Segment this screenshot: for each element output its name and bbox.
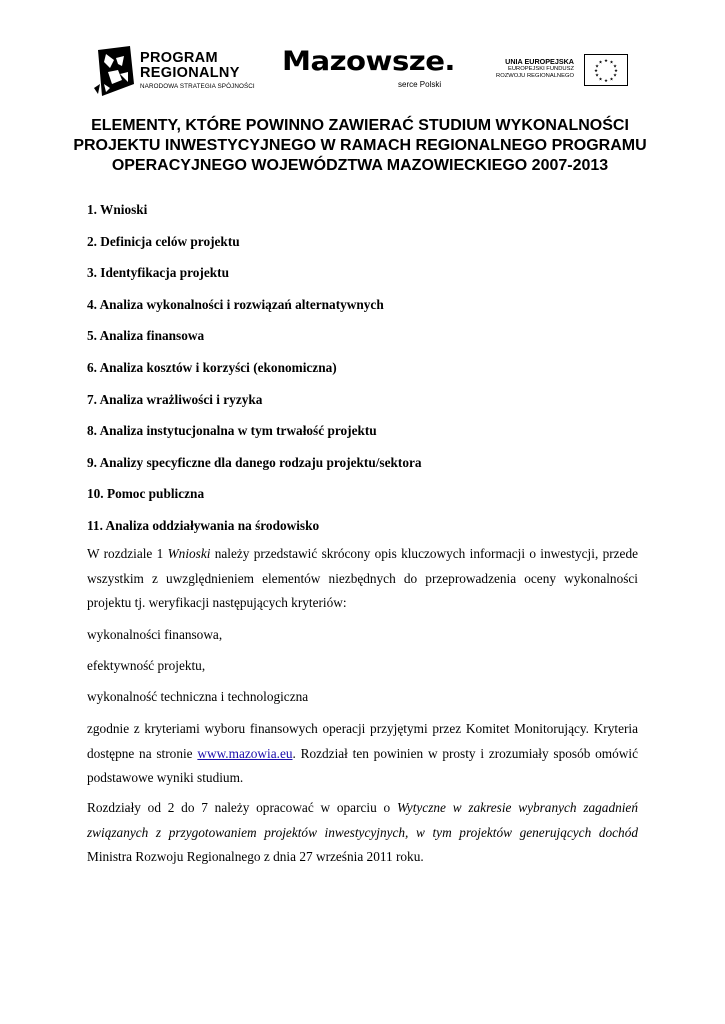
eu-line3: ROZWOJU REGIONALNEGO: [496, 73, 574, 79]
p2-text-end: . Rozdział ten powinien w prosty i zrozumiały sposób omówić podstawowe wyniki studium.: [87, 745, 638, 786]
program-regionalny-text: [140, 51, 255, 91]
p3-italic-title: Wytyczne w zakresie wybranych zagadnień związanych z przygotowaniem projektów inwestycyjnych, w tym projektów generujących dochód: [87, 800, 638, 840]
section-item: 5. Analiza finansowa: [87, 328, 205, 344]
program-regionalny-logo: [92, 44, 272, 100]
p3-text-end: Ministra Rozwoju Regionalnego z dnia 27 września 2011 roku.: [87, 849, 424, 865]
program-line1: PROGRAM: [140, 50, 218, 66]
section-item: 3. Identyfikacja projektu: [87, 265, 229, 281]
p1-text-start: W rozdziale 1: [87, 546, 168, 561]
program-regionalny-emblem-icon: [94, 44, 138, 100]
section-item: 7. Analiza wrażliwości i ryzyka: [87, 391, 263, 407]
svg-text:★: ★: [613, 69, 619, 74]
eu-text: [476, 57, 574, 80]
document-title: ELEMENTY, KTÓRE POWINNO ZAWIERAĆ STUDIUM WYKONALNOŚCI PROJEKTU INWESTYCYJNEGO W RAMACH REGIONALNEGO PROGRAMU OPERACYJNEGO WOJEWÓDZTWA MAZOWIECKIEGO 2007-2013: [73, 117, 647, 174]
criterion-item: efektywność projektu,: [87, 658, 206, 673]
svg-text:★: ★: [598, 77, 603, 83]
guidelines-paragraph: [87, 796, 638, 870]
eu-line1: UNIA EUROPEJSKA: [505, 57, 574, 66]
mazowsze-logo: [282, 44, 462, 100]
p3-text-start: Rozdziały od 2 do 7 należy opracować w oparciu o: [87, 800, 397, 815]
p2-text-start: zgodnie z kryteriami wyboru finansowych operacji przyjętymi przez Komitet Monitorujący. Kryteria dostępne na stronie: [87, 721, 638, 761]
eu-line2: EUROPEJSKI FUNDUSZ: [507, 66, 574, 72]
eu-flag-icon: [584, 54, 628, 86]
criteria-paragraph: [87, 717, 638, 791]
section-item: 8. Analiza instytucjonalna w tym trwałość projektu: [87, 423, 377, 439]
mazowia-link[interactable]: www.mazowia.eu: [197, 745, 293, 761]
program-line3: NARODOWA STRATEGIA SPÓJNOŚCI: [140, 83, 255, 90]
criterion-item: wykonalność techniczna i technologiczna: [87, 689, 309, 704]
svg-text:★: ★: [612, 73, 618, 79]
section-list: [87, 200, 647, 548]
section-item: 2. Definicja celów projektu: [87, 233, 240, 249]
section-item: 10. Pomoc publiczna: [87, 486, 205, 502]
mazowsze-tagline: serce Polski: [398, 80, 442, 89]
p1-italic-title: Wnioski: [167, 546, 211, 561]
section-item: 6. Analiza kosztów i korzyści (ekonomiczna): [87, 359, 337, 375]
svg-text:★: ★: [594, 73, 600, 79]
section-item: 9. Analizy specyficzne dla danego rodzaju projektu/sektora: [87, 454, 422, 470]
p1-text-end: należy przedstawić skrócony opis kluczowych informacji o inwestycji, przede wszystkim z uwzględnieniem elementów niezbędnych do przeprowadzenia oceny wykonalności projektu tj. weryfikacji następujących kryteriów:: [87, 546, 638, 611]
svg-text:★: ★: [593, 69, 599, 74]
svg-text:★: ★: [609, 60, 614, 66]
section-item: 4. Analiza wykonalności i rozwiązań alternatywnych: [87, 296, 384, 312]
svg-text:★: ★: [594, 64, 600, 70]
section-item: 1. Wnioski: [87, 202, 148, 217]
criterion-item: wykonalności finansowa,: [87, 627, 223, 642]
mazowsze-wordmark: Mazowsze.: [282, 46, 455, 77]
svg-text:★: ★: [612, 64, 618, 70]
svg-text:★: ★: [598, 60, 603, 66]
svg-text:★: ★: [603, 79, 609, 84]
svg-text:★: ★: [603, 59, 609, 64]
intro-paragraph: [87, 542, 638, 616]
svg-text:★: ★: [609, 77, 614, 83]
section-item: 11. Analiza oddziaływania na środowisko: [87, 517, 320, 533]
header-logos: [92, 44, 634, 100]
program-line2: REGIONALNY: [140, 65, 240, 81]
eu-logo: [476, 44, 634, 100]
